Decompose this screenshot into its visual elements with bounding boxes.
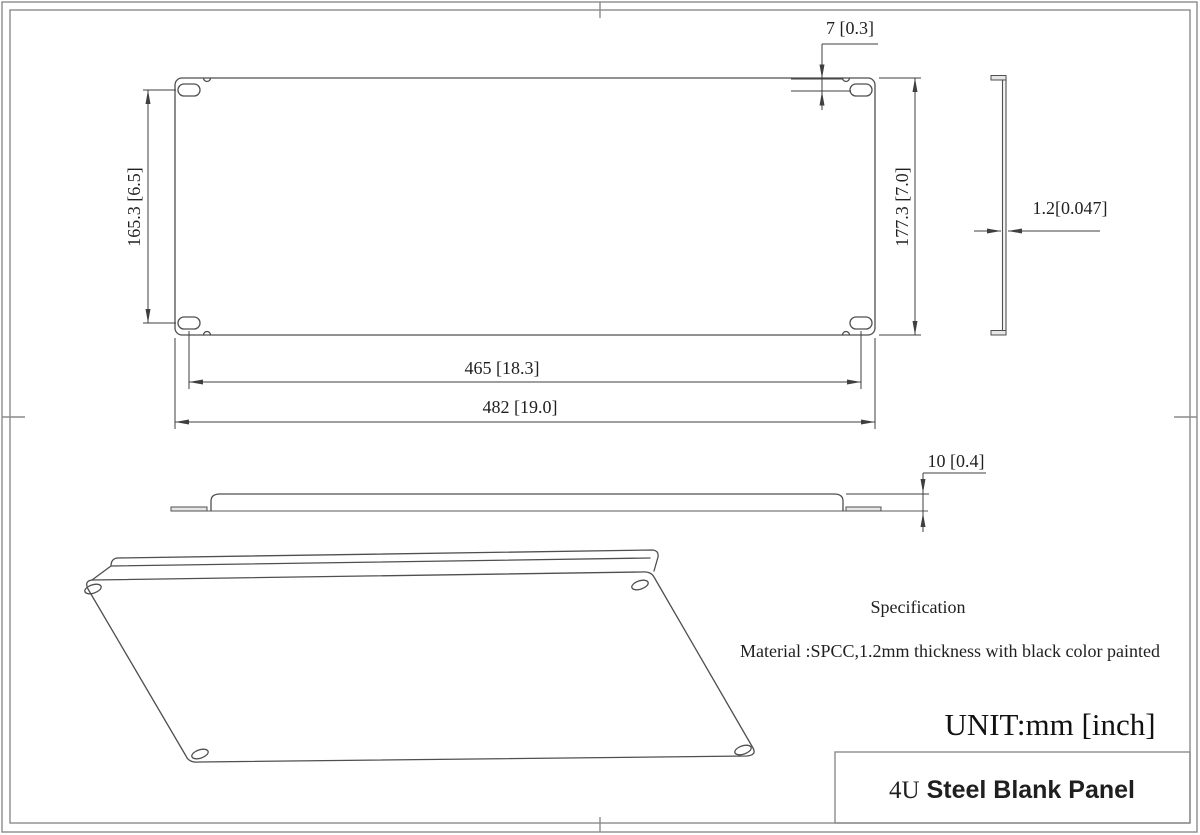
dim-label-panel-width: 482 [19.0] [482,397,558,417]
specification-note [740,597,1160,661]
unit-note: UNIT:mm [inch] [944,707,1156,742]
dim-label-thickness: 1.2[0.047] [1032,198,1108,218]
title-product-name: Steel Blank Panel [926,776,1135,804]
edge-view [171,494,928,511]
iso-slot-bottom-left [191,747,210,760]
panel-outline [175,78,875,335]
dim-thickness [974,198,1108,231]
iso-flange-outer-edge [117,550,658,571]
mount-slot-top-right [850,84,872,96]
side-view-body [1003,78,1007,334]
title-size-code: 4U [889,777,920,804]
dim-label-hole-span-height: 165.3 [6.5] [124,167,144,247]
iso-slot-top-right [631,578,650,591]
iso-slot-bottom-right [734,743,753,756]
dim-flange-depth [846,451,986,532]
dim-label-panel-height: 177.3 [7.0] [892,167,912,247]
dim-label-flange-depth: 10 [0.4] [927,451,985,471]
iso-flange-fold-line [111,558,650,566]
frame-inner-border [10,10,1190,823]
dim-label-top-hole-offset: 7 [0.3] [826,18,874,38]
dim-label-hole-span-width: 465 [18.3] [464,358,540,378]
iso-flange-left-end [92,558,117,580]
dim-hole-span-height [124,90,176,323]
side-view [991,76,1006,336]
specification-heading: Specification [870,597,966,617]
title-block [835,752,1190,823]
edge-view-right-tab [846,507,881,511]
mount-slot-bottom-right [850,317,872,329]
edge-view-left-tab [171,507,207,511]
edge-view-raised-profile [211,494,843,511]
specification-material: Material :SPCC,1.2mm thickness with black color painted [740,641,1160,661]
mount-slot-bottom-left [178,317,200,329]
dim-panel-height [879,78,921,335]
dim-panel-width [175,338,875,429]
side-view-top-flange [991,76,1006,81]
drawing-title [889,776,1135,804]
iso-panel-face [87,572,754,762]
front-view [175,78,875,335]
side-view-bottom-flange [991,331,1006,336]
dim-hole-span-width [189,331,861,389]
isometric-view [84,550,755,762]
mount-slot-top-left [178,84,200,96]
